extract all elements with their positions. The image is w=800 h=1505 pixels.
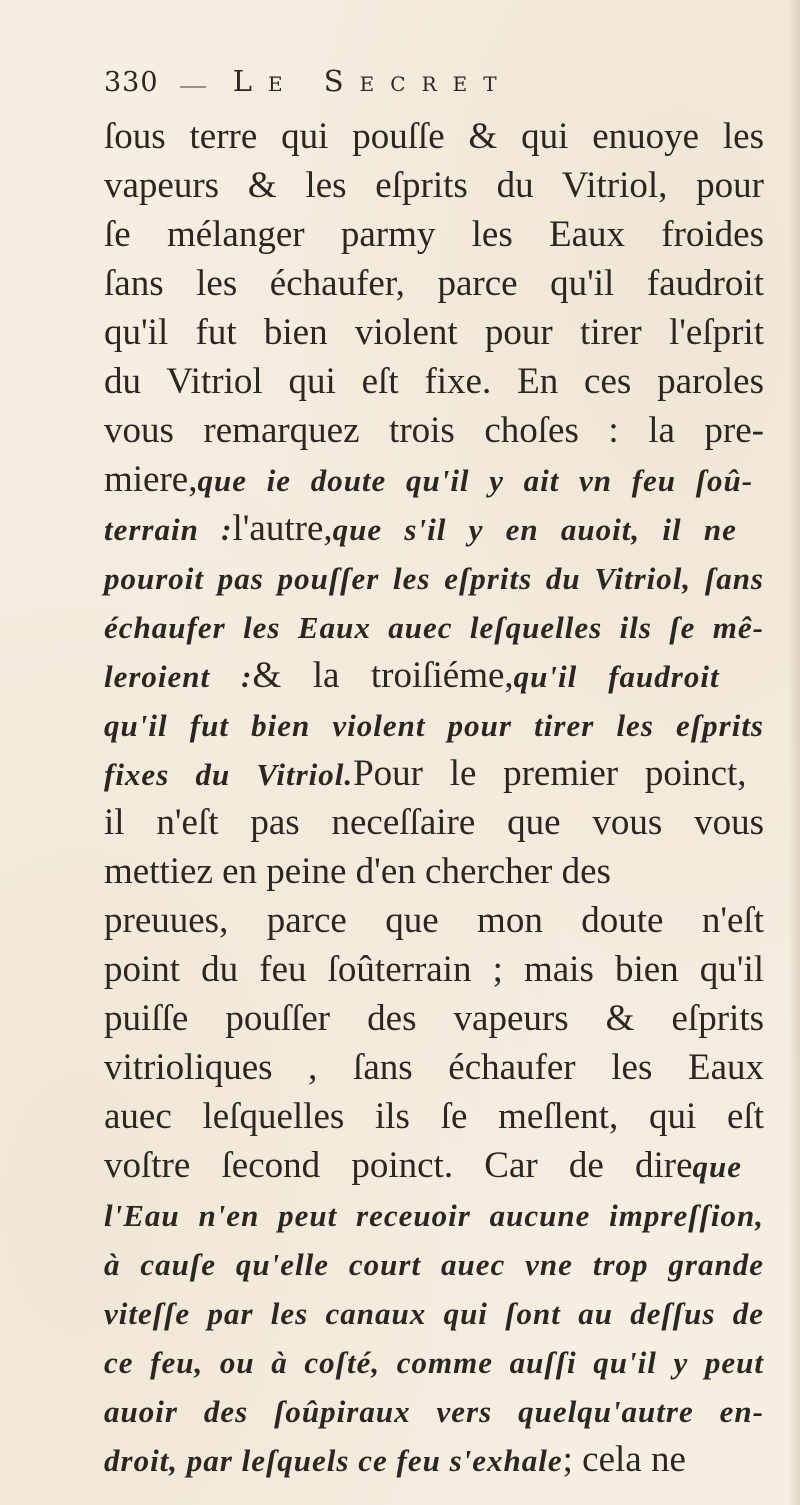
text-line-content [104,651,720,700]
roman-segment: ſe mélanger parmy les Eaux froides [104,214,764,255]
text-line [104,259,764,308]
roman-segment: auec leſquelles ils ſe meſlent, qui eſt [104,1096,764,1137]
text-line-content [104,1092,764,1141]
text-line-content [104,1043,764,1092]
text-line [104,1092,764,1141]
italic-segment: qu'il faudroit [513,659,720,694]
text-line [104,1043,764,1092]
roman-segment: qu'il fut bien violent pour tirer l'eſprit [104,312,764,353]
text-line [104,1435,764,1484]
roman-segment: vapeurs & les eſprits du Vitriol, pour [104,165,764,206]
text-line-content [104,161,764,210]
text-line-content [104,945,764,994]
page-number: 330 [104,67,159,98]
roman-segment: ſous terre qui pouſſe & qui enuoye les [104,116,764,157]
roman-segment: preuues, parce que mon doute n'eſt [104,900,764,941]
text-line [104,749,764,798]
roman-segment: puiſſe pouſſer des vapeurs & eſprits [104,998,764,1039]
text-line-content [104,357,764,406]
text-line [104,896,764,945]
text-line [104,210,764,259]
roman-segment: vitrioliques , ſans échaufer les Eaux [104,1047,764,1088]
text-line-content [104,1386,764,1435]
text-line-content [104,994,764,1043]
text-line-content [104,308,764,357]
text-line-content [104,259,764,308]
roman-segment: vous remarquez trois choſes : la pre- [104,410,764,451]
roman-segment: voſtre ſecond poinct. Car de dire [104,1145,693,1186]
text-line [104,1337,764,1386]
text-line-content [104,602,764,651]
header-dash [180,86,206,88]
text-line [104,1239,764,1288]
text-line [104,455,764,504]
text-line [104,700,764,749]
page-edge-shadow [788,0,800,1505]
body-text [104,112,764,1484]
roman-segment: du Vitriol qui eſt fixe. En ces paroles [104,361,764,402]
text-line-content [104,749,747,798]
roman-segment: & la troiſiéme, [252,655,514,696]
text-line [104,847,764,896]
roman-segment: miere, [104,459,198,500]
italic-segment: leroient : [104,659,253,694]
text-line [104,112,764,161]
text-line [104,1386,764,1435]
italic-segment: que [692,1149,743,1184]
text-line-content [104,406,764,455]
running-title: Le Secret [232,64,513,98]
italic-segment: que s'il y en auoit, il ne [332,512,737,547]
italic-segment: à cauſe qu'elle court auec vne trop grande [104,1247,764,1282]
text-line [104,602,764,651]
text-line [104,161,764,210]
italic-segment: échaufer les Eaux auec leſquelles ils ſe mê- [104,610,764,645]
text-line [104,798,764,847]
roman-segment: point du feu ſoûterrain ; mais bien qu'il [104,949,764,990]
italic-segment: fixes du Vitriol. [104,757,354,792]
text-line [104,1141,764,1190]
roman-segment: il n'eſt pas neceſſaire que vous vous [104,802,764,843]
text-line [104,553,764,602]
italic-segment: terrain : [104,512,233,547]
text-line-content [104,1288,764,1337]
italic-segment: qu'il fut bien violent pour tirer les eſprits [104,708,764,743]
text-line [104,406,764,455]
roman-segment: mettiez en peine d'en chercher des [104,851,611,892]
running-head [104,64,513,98]
italic-segment: ce feu, ou à coſté, comme auſſi qu'il y peut [104,1345,764,1380]
text-line-content [104,847,611,896]
text-line-content [104,1141,742,1190]
text-line [104,994,764,1043]
text-line-content [104,798,764,847]
text-line-content [104,112,764,161]
text-line [104,308,764,357]
text-line-content [104,553,764,602]
text-line-content [104,1435,686,1484]
text-line-content [104,1190,764,1239]
text-line [104,504,764,553]
text-line-content [104,1239,764,1288]
text-line-content [104,1337,764,1386]
italic-segment: l'Eau n'en peut receuoir aucune impreſſion, [104,1198,764,1233]
italic-segment: auoir des ſoûpiraux vers quelqu'autre en- [104,1394,764,1429]
italic-segment: droit, par leſquels ce feu s'exhale [104,1443,563,1478]
italic-segment: pouroit pas pouſſer les eſprits du Vitriol, ſans [104,561,764,596]
roman-segment: Pour le premier poinct, [353,753,747,794]
text-line-content [104,210,764,259]
text-line-content [104,504,737,553]
italic-segment: viteſſe par les canaux qui ſont au deſſus de [104,1296,764,1331]
text-line [104,945,764,994]
italic-segment: que ie doute qu'il y ait vn feu ſoû- [197,463,754,498]
roman-segment: ; cela ne [562,1439,686,1480]
text-line [104,651,764,700]
text-line [104,357,764,406]
text-line [104,1190,764,1239]
text-line-content [104,700,764,749]
text-line-content [104,896,764,945]
roman-segment: ſans les échaufer, parce qu'il faudroit [104,263,764,304]
text-line [104,1288,764,1337]
roman-segment: l'autre, [232,508,333,549]
text-line-content [104,455,753,504]
